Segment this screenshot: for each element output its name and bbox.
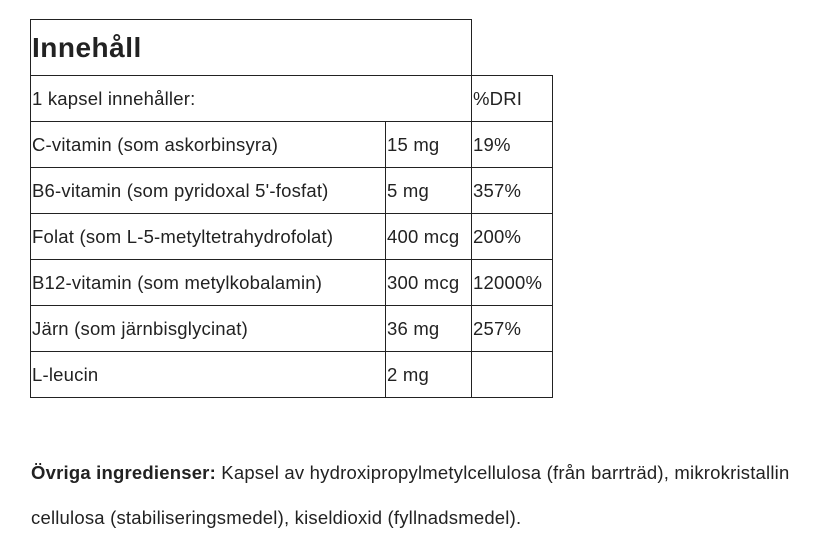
ingredient-name-cell: L-leucin: [31, 352, 386, 398]
ingredient-amount-cell: 15 mg: [386, 122, 472, 168]
ingredient-amount-cell: 36 mg: [386, 306, 472, 352]
other-ingredients-text: Kapsel av hydroxipropylmetylcellulosa (från barrträd), mikrokristallin cellulosa (stabiliseringsmedel), kiseldioxid (fyllnadsmedel).: [31, 462, 790, 528]
table-row: [31, 306, 553, 352]
ingredient-dri-cell: 200%: [472, 214, 553, 260]
ingredient-name-cell: B12-vitamin (som metylkobalamin): [31, 260, 386, 306]
table-header-row: [31, 76, 553, 122]
ingredient-name-cell: Folat (som L-5-metyltetrahydrofolat): [31, 214, 386, 260]
table-row: [31, 260, 553, 306]
ingredient-name-cell: B6-vitamin (som pyridoxal 5'-fosfat): [31, 168, 386, 214]
table-title-row: [31, 20, 553, 76]
table-row: [31, 214, 553, 260]
table-title-empty-cell: [472, 20, 553, 76]
ingredient-name-cell: Järn (som järnbisglycinat): [31, 306, 386, 352]
other-ingredients-label: Övriga ingredienser:: [31, 462, 216, 483]
ingredient-amount-cell: 5 mg: [386, 168, 472, 214]
ingredient-dri-cell: 357%: [472, 168, 553, 214]
table-header-dri: %DRI: [472, 76, 553, 122]
table-title: Innehåll: [31, 20, 472, 76]
other-ingredients-paragraph: [31, 450, 821, 540]
ingredient-dri-cell: 257%: [472, 306, 553, 352]
nutrition-table: [30, 19, 553, 398]
ingredient-name-cell: C-vitamin (som askorbinsyra): [31, 122, 386, 168]
nutrition-table-container: [30, 19, 553, 398]
ingredient-amount-cell: 2 mg: [386, 352, 472, 398]
table-header-label: 1 kapsel innehåller:: [31, 76, 472, 122]
ingredient-dri-cell: [472, 352, 553, 398]
ingredient-dri-cell: 19%: [472, 122, 553, 168]
table-row: [31, 122, 553, 168]
table-row: [31, 168, 553, 214]
table-row: [31, 352, 553, 398]
ingredient-amount-cell: 300 mcg: [386, 260, 472, 306]
ingredient-dri-cell: 12000%: [472, 260, 553, 306]
ingredient-amount-cell: 400 mcg: [386, 214, 472, 260]
